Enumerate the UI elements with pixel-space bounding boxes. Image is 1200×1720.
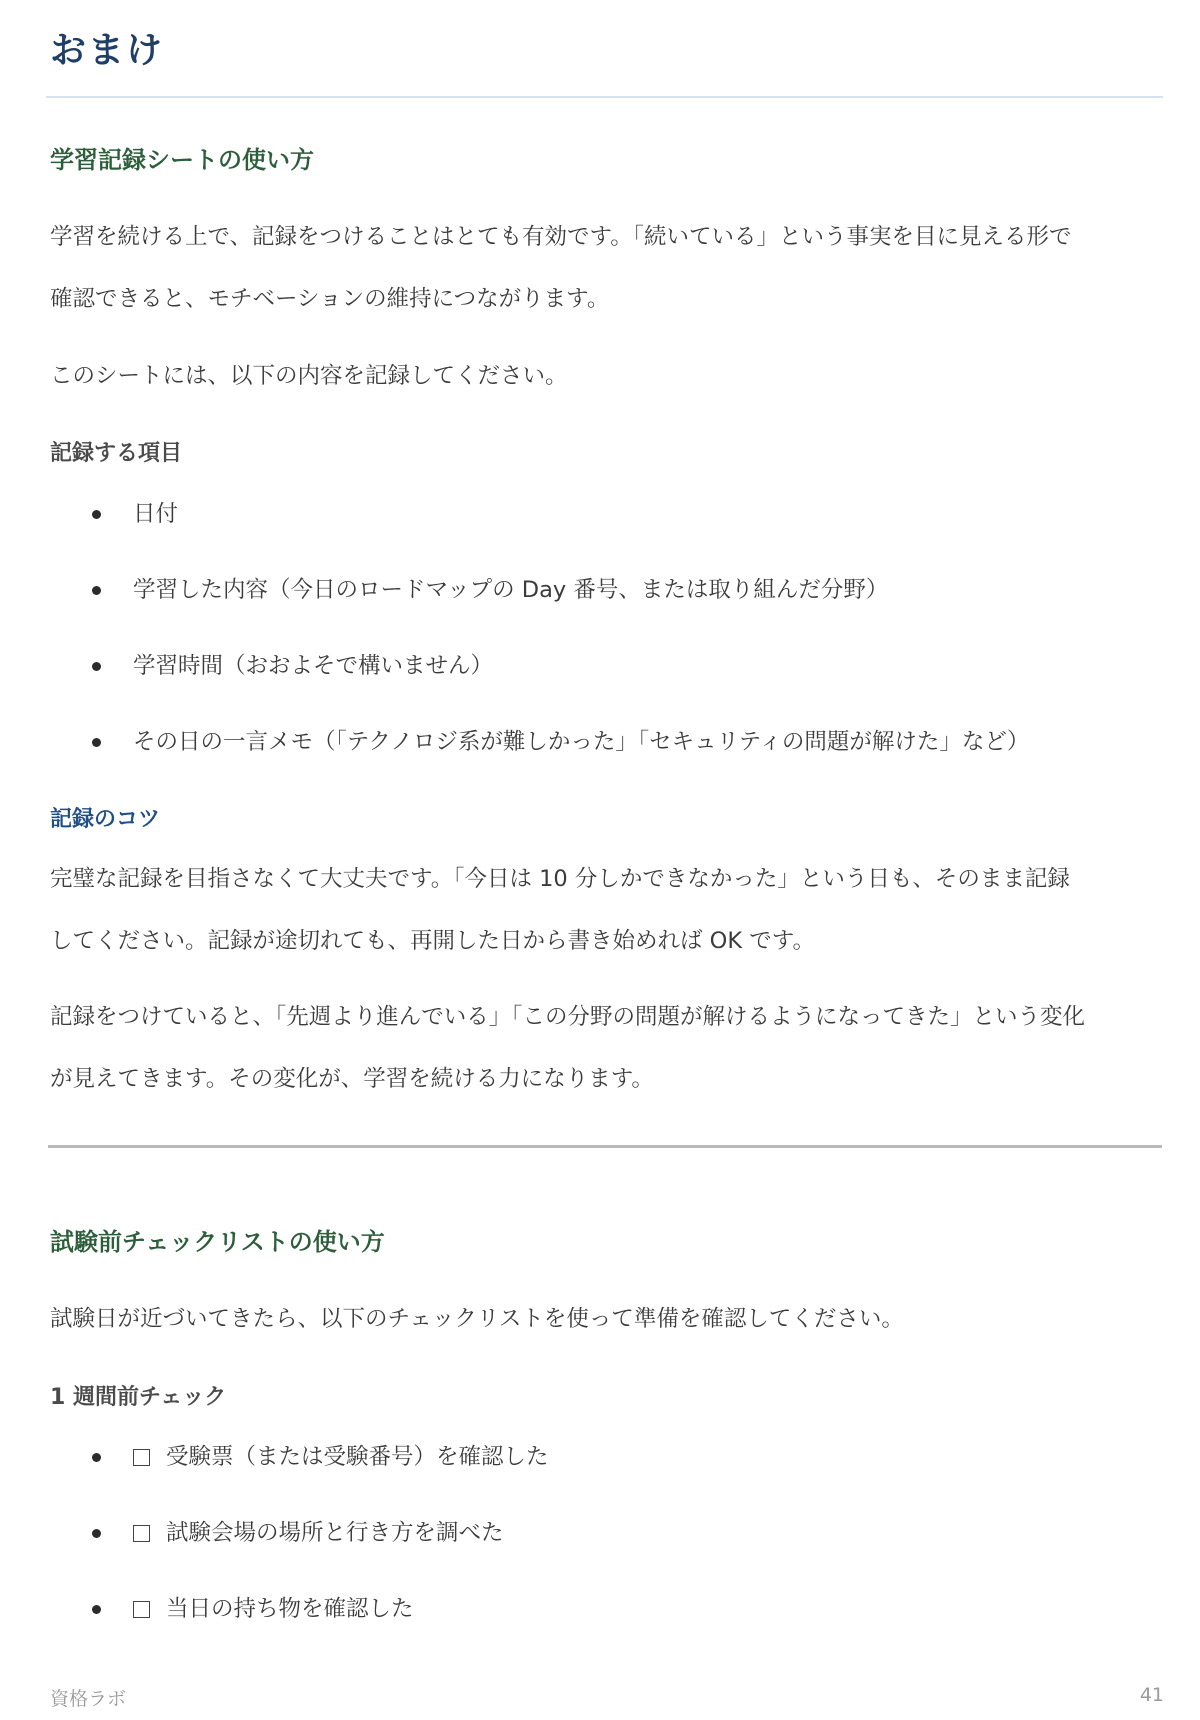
- tips-p2-line-1: 記録をつけていると、「先週より進んでいる」「この分野の問題が解けるようになってきた」という変化: [50, 1004, 1086, 1030]
- week-check-heading: 1 週間前チェック: [50, 1385, 227, 1410]
- bullet-icon: [92, 738, 101, 747]
- section-heading-checklist: 試験前チェックリストの使い方: [50, 1228, 385, 1256]
- list-item: 学習した内容（今日のロードマップの Day 番号、または取り組んだ分野）: [0, 572, 1200, 612]
- intro-line-1: 学習を続ける上で、記録をつけることはとても有効です。「続いている」という事実を目に見える形で: [50, 224, 1072, 250]
- bullet-icon: [92, 662, 101, 671]
- tips-p1-line-1: 完璧な記録を目指さなくて大丈夫です。「今日は 10 分しかできなかった」という日も、そのまま記録: [50, 866, 1070, 892]
- list-item: 学習時間（おおよそで構いません）: [0, 648, 1200, 688]
- section-heading-study-log: 学習記録シートの使い方: [50, 146, 314, 174]
- tips-paragraph-1: [50, 848, 1160, 972]
- list-item: その日の一言メモ（「テクノロジ系が難しかった」「セキュリティの問題が解けた」など）: [0, 724, 1200, 764]
- tips-p2-line-2: が見えてきます。その変化が、学習を続ける力になります。: [50, 1066, 654, 1092]
- page-number: 41: [1139, 1684, 1164, 1706]
- intro-paragraph: [50, 206, 1160, 330]
- checklist-intro: 試験日が近づいてきたら、以下のチェックリストを使って準備を確認してください。: [50, 1306, 904, 1332]
- bullet-icon: [92, 1453, 101, 1462]
- tips-paragraph-2: [50, 986, 1160, 1110]
- list-item: 日付: [0, 496, 1200, 536]
- checklist-item: 受験票（または受験番号）を確認した: [0, 1439, 1200, 1479]
- tips-p1-line-2: してください。記録が途切れても、再開した日から書き始めれば OK です。: [50, 928, 815, 954]
- checkbox-icon[interactable]: [133, 1525, 150, 1542]
- bullet-icon: [92, 510, 101, 519]
- title-divider: [46, 96, 1163, 98]
- checklist-item: 試験会場の場所と行き方を調べた: [0, 1515, 1200, 1555]
- footer-brand: 資格ラボ: [50, 1688, 127, 1710]
- checkbox-icon[interactable]: [133, 1601, 150, 1618]
- sheet-instruction: このシートには、以下の内容を記録してください。: [50, 363, 568, 389]
- items-heading: 記録する項目: [50, 441, 183, 466]
- page-title: おまけ: [50, 30, 165, 71]
- section-divider: [48, 1145, 1162, 1148]
- intro-line-2: 確認できると、モチベーションの維持につながります。: [50, 286, 610, 312]
- checklist-item: 当日の持ち物を確認した: [0, 1591, 1200, 1631]
- bullet-icon: [92, 1529, 101, 1538]
- tips-heading: 記録のコツ: [50, 807, 161, 832]
- checkbox-icon[interactable]: [133, 1449, 150, 1466]
- bullet-icon: [92, 586, 101, 595]
- bullet-icon: [92, 1605, 101, 1614]
